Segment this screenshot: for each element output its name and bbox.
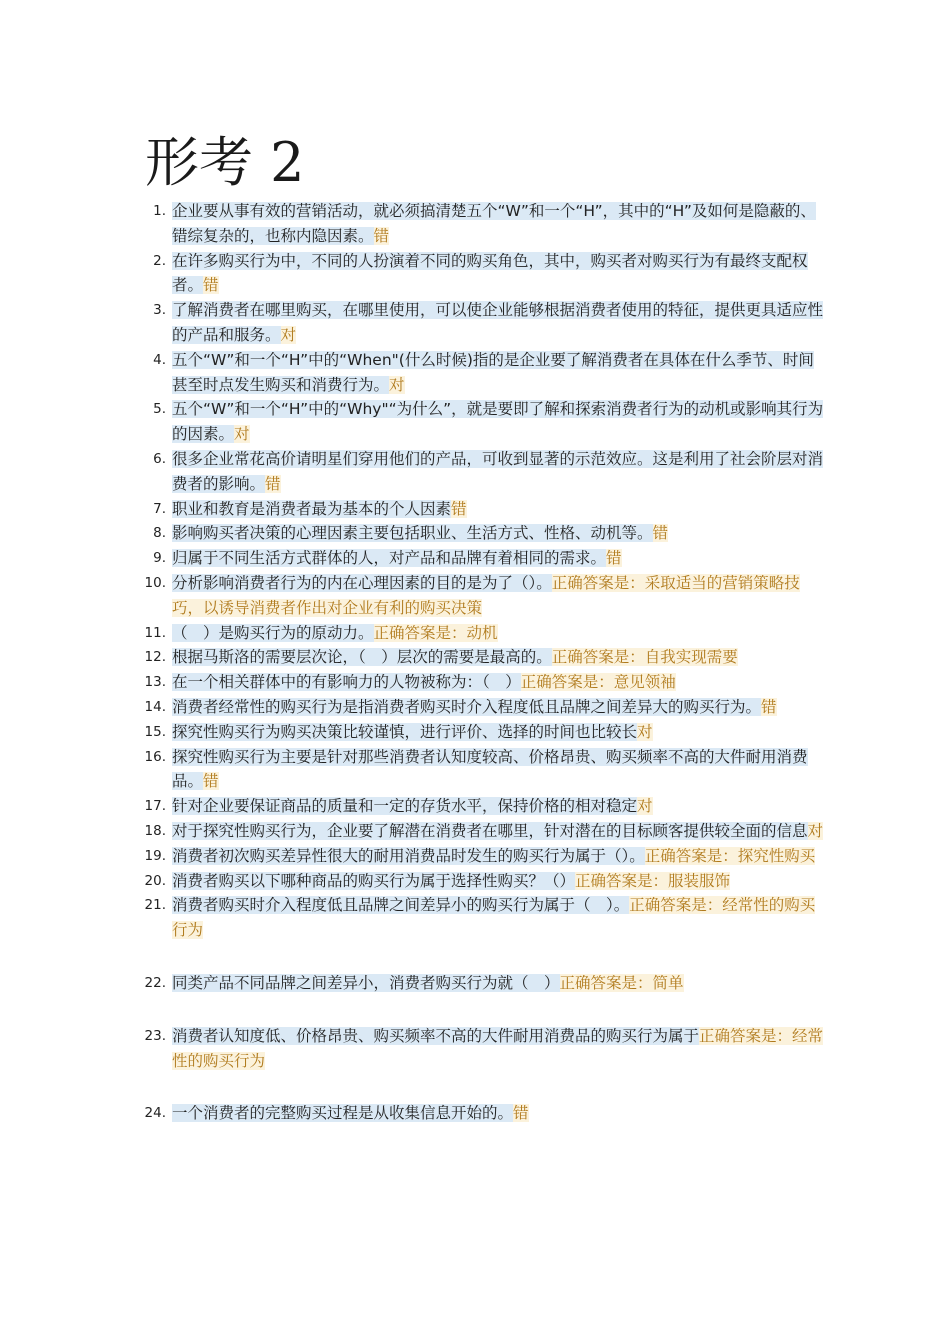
question-text: 一个消费者的完整购买过程是从收集信息开始的。: [172, 1104, 514, 1123]
question-answer: 错: [606, 549, 622, 568]
list-item: [140, 397, 825, 447]
list-item: [140, 199, 825, 249]
list-item: [140, 447, 825, 497]
question-text: 在许多购买行为中，不同的人扮演着不同的购买角色，其中，购买者对购买行为有最终支配权者。: [172, 251, 808, 295]
list-item: [140, 670, 825, 695]
question-answer: 正确答案是：经常性的购买行为: [172, 896, 816, 940]
list-item: [140, 621, 825, 646]
list-item: [140, 893, 825, 943]
list-item: [140, 348, 825, 398]
question-number: 12.: [144, 649, 166, 666]
list-item: [140, 1101, 825, 1126]
question-answer: 正确答案是：意见领袖: [520, 673, 676, 692]
question-text: 五个“W”和一个“H”中的“Why"“为什么”，就是要即了解和探索消费者行为的动机或影响其行为的因素。: [172, 400, 824, 444]
question-text: 针对企业要保证商品的质量和一定的存货水平，保持价格的相对稳定: [172, 797, 638, 816]
question-answer: 正确答案是：动机: [373, 623, 498, 642]
question-number: 13.: [144, 674, 166, 691]
question-number: 17.: [144, 798, 166, 815]
question-text: （ ）是购买行为的原动力。: [172, 623, 374, 642]
question-number: 9.: [153, 550, 166, 567]
question-number: 4.: [153, 351, 166, 368]
question-text: 消费者购买以下哪种商品的购买行为属于选择性购买？（）: [172, 871, 576, 890]
list-item: [140, 298, 825, 348]
question-number: 18.: [144, 822, 166, 839]
question-text: 五个“W”和一个“H”中的“When"(什么时候)指的是企业要了解消费者在具体在什么季节、时间甚至时点发生购买和消费行为。: [172, 350, 814, 394]
question-number: 21.: [144, 897, 166, 914]
question-answer: 正确答案是：经常性的购买行为: [172, 1026, 824, 1070]
question-number: 3.: [153, 302, 166, 319]
question-text: 探究性购买行为主要是针对那些消费者认知度较高、价格昂贵、购买频率不高的大件耐用消费品。: [172, 747, 808, 791]
list-item: [140, 844, 825, 869]
question-text: 很多企业常花高价请明星们穿用他们的产品，可收到显著的示范效应。这是利用了社会阶层对消费者的影响。: [172, 449, 824, 493]
question-text: 影响购买者决策的心理因素主要包括职业、生活方式、性格、动机等。: [172, 524, 653, 543]
list-item: [140, 497, 825, 522]
question-answer: 对: [280, 325, 297, 344]
question-text: 归属于不同生活方式群体的人，对产品和品牌有着相同的需求。: [172, 549, 607, 568]
question-number: 22.: [144, 974, 166, 991]
question-text: 在一个相关群体中的有影响力的人物被称为：（ ）: [172, 673, 521, 692]
question-answer: 对: [637, 797, 653, 816]
question-number: 6.: [153, 450, 166, 467]
question-answer: 正确答案是：自我实现需要: [551, 648, 738, 667]
question-answer: 错: [513, 1104, 529, 1123]
question-answer: 正确答案是：探究性购买: [644, 846, 816, 865]
list-item: [140, 819, 825, 844]
question-number: 1.: [153, 203, 166, 219]
question-text: 职业和教育是消费者最为基本的个人因素: [172, 499, 452, 518]
question-number: 14.: [144, 698, 166, 715]
question-text: 同类产品不同品牌之间差异小，消费者购买行为就（ ）: [172, 973, 560, 992]
question-number: 7.: [153, 500, 166, 517]
question-answer: 错: [265, 474, 281, 493]
question-answer: 错: [451, 499, 467, 518]
list-item: [140, 1024, 825, 1074]
list-item: [140, 645, 825, 670]
question-answer: 对: [234, 425, 250, 444]
question-text: 探究性购买行为购买决策比较谨慎，进行评价、选择的时间也比较长: [172, 722, 638, 741]
question-answer: 错: [203, 276, 219, 295]
question-text: 了解消费者在哪里购买，在哪里使用，可以使企业能够根据消费者使用的特征，提供更具适应性的产品和服务。: [172, 301, 824, 344]
list-item: [140, 546, 825, 571]
question-text: 消费者经常性的购买行为是指消费者购买时介入程度低且品牌之间差异大的购买行为。: [172, 697, 762, 716]
question-number: 5.: [153, 401, 166, 418]
question-number: 24.: [144, 1105, 166, 1122]
question-text: 企业要从事有效的营销活动，就必须搞清楚五个“W”和一个“H”，其中的“H”及如何是隐蔽的、错综复杂的，也称内隐因素。: [172, 202, 816, 245]
question-answer: 错: [203, 772, 219, 791]
page-title: 形考 2: [145, 131, 305, 194]
question-answer: 错: [373, 226, 390, 245]
question-answer: 正确答案是：采取适当的营销策略技巧，以诱导消费者作出对企业有利的购买决策: [172, 573, 800, 617]
list-item: [140, 971, 825, 996]
question-answer: 正确答案是：简单: [559, 973, 684, 992]
list-item: [140, 869, 825, 894]
question-answer: 对: [637, 722, 653, 741]
list-item: [140, 745, 825, 795]
question-text: 消费者初次购买差异性很大的耐用消费品时发生的购买行为属于（）。: [172, 846, 645, 865]
question-number: 19.: [144, 847, 166, 864]
list-item: [140, 249, 825, 299]
question-answer: 正确答案是：服装服饰: [575, 871, 731, 890]
list-item: [140, 695, 825, 720]
question-text: 消费者认知度低、价格昂贵、购买频率不高的大件耐用消费品的购买行为属于: [172, 1026, 700, 1045]
question-answer: 对: [807, 821, 824, 840]
question-text: 根据马斯洛的需要层次论，（ ）层次的需要是最高的。: [172, 648, 552, 667]
question-number: 2.: [153, 252, 166, 269]
question-answer: 错: [652, 524, 669, 543]
list-item: [140, 720, 825, 745]
question-answer: 错: [761, 697, 777, 716]
question-text: 分析影响消费者行为的内在心理因素的目的是为了（）。: [172, 573, 552, 592]
question-text: 对于探究性购买行为，企业要了解潜在消费者在哪里，针对潜在的目标顾客提供较全面的信息: [172, 821, 808, 840]
question-number: 8.: [153, 525, 166, 542]
question-number: 10.: [144, 574, 166, 591]
question-number: 15.: [144, 723, 166, 740]
question-number: 11.: [144, 624, 166, 641]
question-number: 23.: [144, 1027, 166, 1044]
question-number: 20.: [144, 872, 166, 889]
list-item: [140, 571, 825, 621]
question-text: 消费者购买时介入程度低且品牌之间差异小的购买行为属于（ ）。: [172, 896, 630, 915]
list-item: [140, 521, 825, 546]
question-answer: 对: [389, 375, 405, 394]
question-number: 16.: [144, 748, 166, 765]
list-item: [140, 794, 825, 819]
question-list: [140, 199, 825, 1126]
